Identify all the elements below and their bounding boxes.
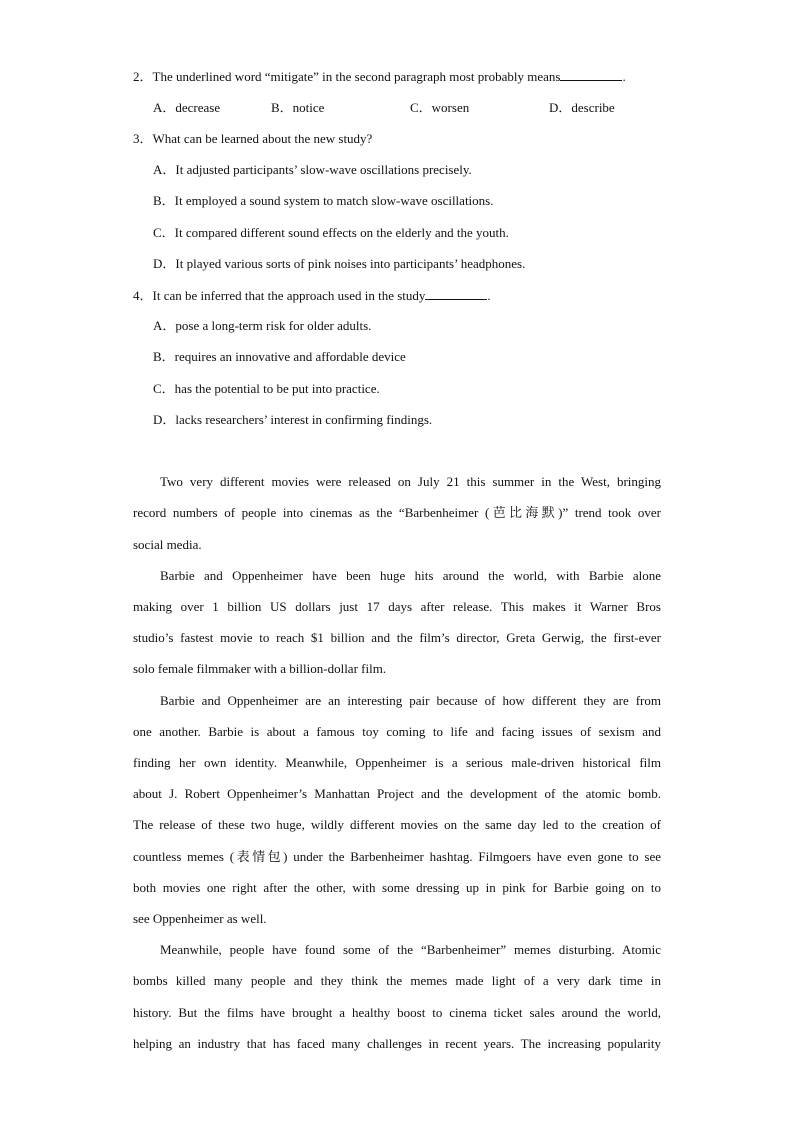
question-4-option-d: D．lacks researchers’ interest in confirming findings. — [153, 412, 433, 427]
question-4-option-b: B．requires an innovative and affordable device — [153, 349, 406, 364]
question-3-option-b: B．It employed a sound system to match slow-wave oscillations. — [153, 193, 494, 208]
paragraph-3-line: countless memes (表情包) under the Barbenheimer hashtag. Filmgoers have even gone to see — [133, 849, 661, 864]
question-2-option-b: B．notice — [271, 100, 325, 115]
paragraph-3-line: finding her own identity. Meanwhile, Oppenheimer is a serious male-driven historical film — [133, 755, 661, 770]
question-3-option-c: C．It compared different sound effects on the elderly and the youth. — [153, 225, 509, 240]
question-2-option-d: D．describe — [549, 100, 615, 115]
paragraph-4-line: history. But the films have brought a healthy boost to cinema ticket sales around the world, — [133, 1005, 661, 1020]
paragraph-1-line: social media. — [133, 537, 202, 552]
paragraph-4-line: bombs killed many people and they think the memes made light of a very dark time in — [133, 973, 661, 988]
paragraph-3-line: about J. Robert Oppenheimer’s Manhattan Project and the development of the atomic bomb. — [133, 786, 661, 801]
paragraph-4-line: Meanwhile, people have found some of the “Barbenheimer” memes disturbing. Atomic — [160, 942, 661, 957]
question-2-end: . — [622, 69, 626, 84]
question-4-stem — [133, 287, 491, 304]
paragraph-2-line: studio’s fastest movie to reach $1 billion and the film’s director, Greta Gerwig, the first-ever — [133, 630, 661, 645]
question-3-option-a: A．It adjusted participants’ slow-wave oscillations precisely. — [153, 162, 472, 177]
question-4-text: 4．It can be inferred that the approach used in the study — [133, 288, 426, 303]
paragraph-3-line: Barbie and Oppenheimer are an interesting pair because of how different they are from — [160, 693, 661, 708]
question-2-option-a: A．decrease — [153, 100, 221, 115]
paragraph-3-line: see Oppenheimer as well. — [133, 911, 267, 926]
paragraph-4-line: helping an industry that has faced many challenges in recent years. The increasing popularity — [133, 1036, 661, 1051]
question-4-option-a: A．pose a long-term risk for older adults. — [153, 318, 372, 333]
paragraph-2-line: solo female filmmaker with a billion-dollar film. — [133, 661, 387, 676]
paragraph-2-line: Barbie and Oppenheimer have been huge hits around the world, with Barbie alone — [160, 568, 661, 583]
answer-blank — [425, 287, 487, 300]
paragraph-2-line: making over 1 billion US dollars just 17 days after release. This makes it Warner Bros — [133, 599, 661, 614]
question-2-stem — [133, 68, 626, 85]
answer-blank — [560, 68, 622, 81]
paragraph-3-line: one another. Barbie is about a famous toy coming to life and facing issues of sexism and — [133, 724, 661, 739]
question-4-option-c: C．has the potential to be put into practice. — [153, 381, 380, 396]
question-2-text: 2．The underlined word “mitigate” in the second paragraph most probably means — [133, 69, 561, 84]
paragraph-3-line: both movies one right after the other, with some dressing up in pink for Barbie going on to — [133, 880, 661, 895]
question-2-option-c: C．worsen — [410, 100, 470, 115]
paragraph-3-line: The release of these two huge, wildly different movies on the same day led to the creation of — [133, 817, 661, 832]
question-3-option-d: D．It played various sorts of pink noises into participants’ headphones. — [153, 256, 526, 271]
paragraph-1-line: record numbers of people into cinemas as the “Barbenheimer (芭比海默)” trend took over — [133, 505, 661, 520]
question-4-end: . — [487, 288, 491, 303]
question-3-stem: 3．What can be learned about the new study? — [133, 131, 373, 146]
paragraph-1-line: Two very different movies were released on July 21 this summer in the West, bringing — [160, 474, 661, 489]
